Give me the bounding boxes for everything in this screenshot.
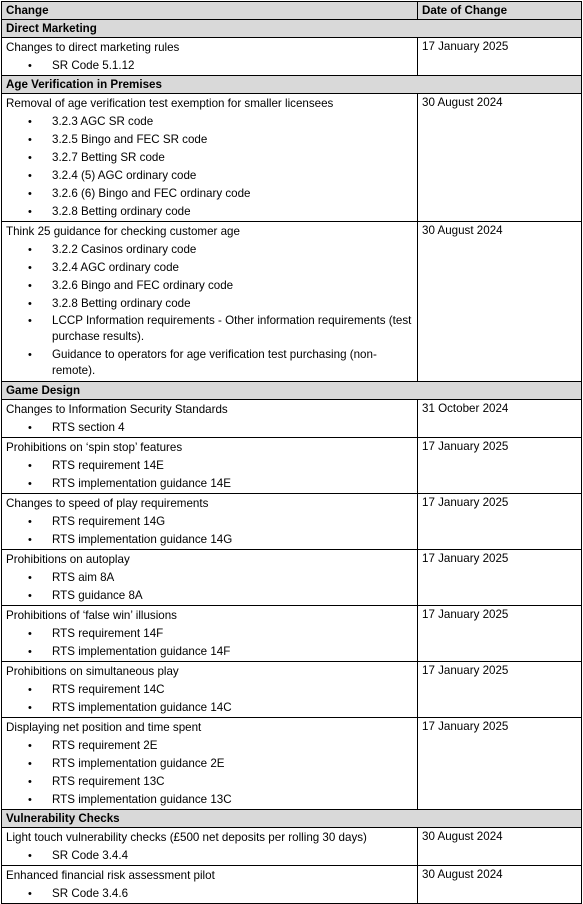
list-item: • 3.2.4 (5) AGC ordinary code — [52, 167, 413, 185]
section-row — [2, 20, 582, 38]
change-title: Prohibitions on simultaneous play — [6, 665, 179, 678]
change-cell — [2, 662, 418, 718]
table-row — [2, 866, 582, 904]
change-cell — [2, 222, 418, 382]
reference-list — [6, 569, 413, 605]
list-item: • RTS implementation guidance 14E — [52, 475, 413, 493]
change-title: Enhanced financial risk assessment pilot — [6, 869, 215, 882]
list-item: • RTS guidance 8A — [52, 587, 413, 605]
list-item: • SR Code 3.4.6 — [52, 885, 413, 903]
list-item: • RTS implementation guidance 13C — [52, 791, 413, 809]
change-title: Changes to Information Security Standards — [6, 403, 228, 416]
list-item: • 3.2.5 Bingo and FEC SR code — [52, 131, 413, 149]
date-of-change: 17 January 2025 — [418, 606, 582, 662]
list-item: • RTS implementation guidance 14G — [52, 531, 413, 549]
change-cell — [2, 94, 418, 222]
list-item: • SR Code 5.1.12 — [52, 57, 413, 75]
change-title: Light touch vulnerability checks (£500 net deposits per rolling 30 days) — [6, 831, 367, 844]
list-item: • 3.2.7 Betting SR code — [52, 149, 413, 167]
reference-list — [6, 457, 413, 493]
table-row — [2, 222, 582, 382]
change-title: Prohibitions of ‘false win’ illusions — [6, 609, 177, 622]
table-row — [2, 718, 582, 810]
date-of-change: 17 January 2025 — [418, 662, 582, 718]
list-item: • RTS requirement 14G — [52, 513, 413, 531]
change-title: Removal of age verification test exemption for smaller licensees — [6, 97, 334, 110]
table-row — [2, 662, 582, 718]
table-row — [2, 550, 582, 606]
change-cell — [2, 400, 418, 438]
date-of-change: 30 August 2024 — [418, 222, 582, 382]
list-item: • RTS aim 8A — [52, 569, 413, 587]
table-row — [2, 828, 582, 866]
header-change: Change — [2, 2, 418, 20]
reference-list — [6, 241, 413, 379]
section-title: Game Design — [2, 382, 582, 400]
change-cell — [2, 828, 418, 866]
list-item: • LCCP Information requirements - Other information requirements (test purchase results). — [52, 313, 413, 345]
header-date-of-change: Date of Change — [418, 2, 582, 20]
table-body — [2, 20, 582, 904]
change-cell — [2, 718, 418, 810]
change-title: Changes to speed of play requirements — [6, 497, 209, 510]
reference-list — [6, 113, 413, 221]
list-item: • RTS section 4 — [52, 419, 413, 437]
reference-list — [6, 625, 413, 661]
list-item: • 3.2.4 AGC ordinary code — [52, 259, 413, 277]
date-of-change: 30 August 2024 — [418, 828, 582, 866]
section-row — [2, 382, 582, 400]
table-row — [2, 606, 582, 662]
change-cell — [2, 606, 418, 662]
list-item: • 3.2.6 (6) Bingo and FEC ordinary code — [52, 185, 413, 203]
list-item: • 3.2.2 Casinos ordinary code — [52, 241, 413, 259]
date-of-change: 30 August 2024 — [418, 94, 582, 222]
change-title: Think 25 guidance for checking customer age — [6, 225, 240, 238]
list-item: • RTS implementation guidance 2E — [52, 755, 413, 773]
section-title: Age Verification in Premises — [2, 76, 582, 94]
date-of-change: 17 January 2025 — [418, 718, 582, 810]
changes-table — [1, 1, 582, 904]
section-title: Vulnerability Checks — [2, 810, 582, 828]
date-of-change: 31 October 2024 — [418, 400, 582, 438]
list-item: • Guidance to operators for age verification test purchasing (non-remote). — [52, 347, 413, 379]
list-item: • RTS implementation guidance 14C — [52, 699, 413, 717]
change-title: Prohibitions on ‘spin stop’ features — [6, 441, 183, 454]
table-row — [2, 438, 582, 494]
reference-list — [6, 737, 413, 809]
list-item: • RTS requirement 14F — [52, 625, 413, 643]
table-row — [2, 400, 582, 438]
section-row — [2, 76, 582, 94]
change-cell — [2, 38, 418, 76]
reference-list — [6, 57, 413, 75]
change-cell — [2, 438, 418, 494]
change-title: Displaying net position and time spent — [6, 721, 202, 734]
reference-list — [6, 847, 413, 865]
date-of-change: 17 January 2025 — [418, 550, 582, 606]
date-of-change: 17 January 2025 — [418, 38, 582, 76]
list-item: • RTS requirement 13C — [52, 773, 413, 791]
change-title: Changes to direct marketing rules — [6, 41, 180, 54]
date-of-change: 17 January 2025 — [418, 494, 582, 550]
table-row — [2, 494, 582, 550]
list-item: • RTS requirement 14E — [52, 457, 413, 475]
change-title: Prohibitions on autoplay — [6, 553, 130, 566]
reference-list — [6, 513, 413, 549]
list-item: • 3.2.8 Betting ordinary code — [52, 295, 413, 313]
section-row — [2, 810, 582, 828]
list-item: • 3.2.8 Betting ordinary code — [52, 203, 413, 221]
change-cell — [2, 866, 418, 904]
table-row — [2, 94, 582, 222]
date-of-change: 17 January 2025 — [418, 438, 582, 494]
change-cell — [2, 494, 418, 550]
list-item: • RTS implementation guidance 14F — [52, 643, 413, 661]
list-item: • 3.2.3 AGC SR code — [52, 113, 413, 131]
list-item: • SR Code 3.4.4 — [52, 847, 413, 865]
list-item: • RTS requirement 14C — [52, 681, 413, 699]
list-item: • RTS requirement 2E — [52, 737, 413, 755]
change-cell — [2, 550, 418, 606]
table-row — [2, 38, 582, 76]
section-title: Direct Marketing — [2, 20, 582, 38]
reference-list — [6, 681, 413, 717]
date-of-change: 30 August 2024 — [418, 866, 582, 904]
list-item: • 3.2.6 Bingo and FEC ordinary code — [52, 277, 413, 295]
reference-list — [6, 885, 413, 903]
reference-list — [6, 419, 413, 437]
table-header-row — [2, 2, 582, 20]
